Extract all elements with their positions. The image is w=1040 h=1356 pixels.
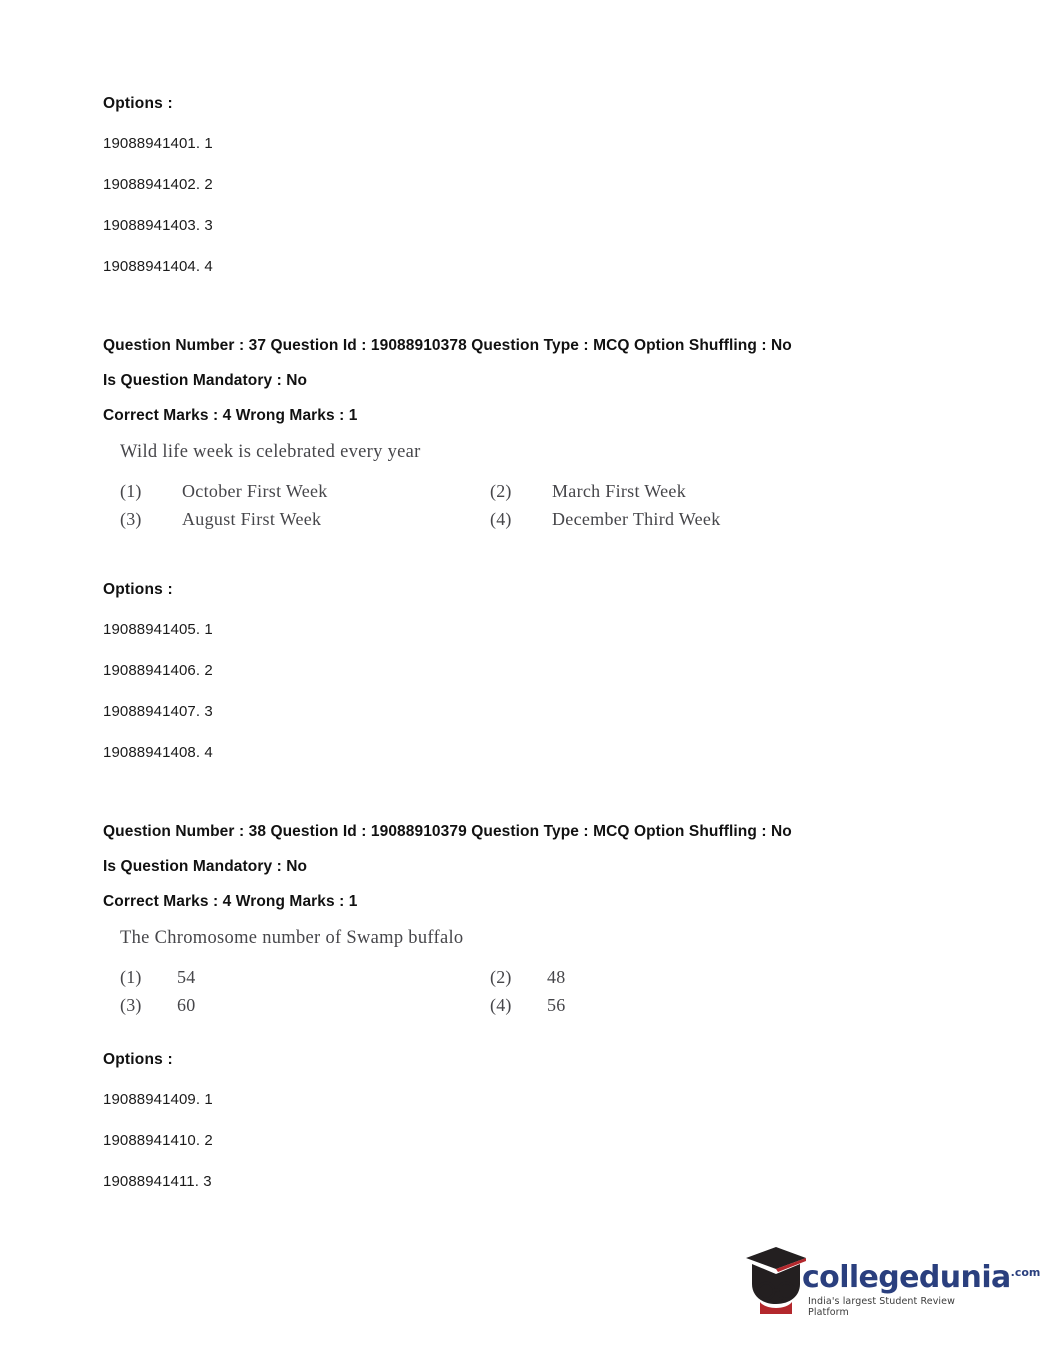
spacer xyxy=(103,1023,903,1051)
choice-number: (3) xyxy=(120,995,142,1015)
page-content xyxy=(103,95,903,1190)
choice-number: (4) xyxy=(490,509,512,529)
choice-option xyxy=(490,995,860,1016)
question-scan-37 xyxy=(120,442,903,530)
choice-text: August First Week xyxy=(182,509,322,529)
options-heading: Options : xyxy=(103,1051,173,1068)
question-mandatory-line: Is Question Mandatory : No xyxy=(103,858,308,875)
choice-number: (4) xyxy=(490,995,512,1015)
choice-number: (3) xyxy=(120,509,142,529)
option-id-line: 19088941406. 2 xyxy=(103,662,213,679)
choice-number: (2) xyxy=(490,481,512,501)
choice-text: 54 xyxy=(177,967,196,987)
option-id-line: 19088941409. 1 xyxy=(103,1091,213,1108)
spacer xyxy=(103,275,903,337)
choice-row xyxy=(120,509,860,530)
choice-option xyxy=(120,995,490,1016)
choice-text: March First Week xyxy=(552,481,686,501)
choice-text: October First Week xyxy=(182,481,328,501)
choice-option xyxy=(120,967,490,988)
option-id-line: 19088941407. 3 xyxy=(103,703,213,720)
question-meta-37 xyxy=(103,337,903,425)
choice-row xyxy=(120,481,860,502)
spacer xyxy=(103,761,903,823)
collegedunia-logo xyxy=(740,1242,1040,1322)
option-id-line: 19088941405. 1 xyxy=(103,621,213,638)
choice-text: December Third Week xyxy=(552,509,721,529)
question-mandatory-line: Is Question Mandatory : No xyxy=(103,372,308,389)
options-heading: Options : xyxy=(103,581,173,598)
question-choices xyxy=(120,967,860,1016)
option-id-line: 19088941411. 3 xyxy=(103,1173,212,1190)
question-choices xyxy=(120,481,860,530)
choice-option xyxy=(490,509,860,530)
spacer xyxy=(103,537,903,581)
logo-tagline: India's largest Student Review Platform xyxy=(808,1296,955,1318)
choice-option xyxy=(120,481,490,502)
question-meta-38 xyxy=(103,823,903,911)
choice-number: (2) xyxy=(490,967,512,987)
question-marks-line: Correct Marks : 4 Wrong Marks : 1 xyxy=(103,893,358,910)
options-block-top xyxy=(103,95,903,275)
option-id-line: 19088941404. 4 xyxy=(103,258,213,275)
question-scan-38 xyxy=(120,928,903,1016)
choice-option xyxy=(490,481,860,502)
options-block-38 xyxy=(103,1051,903,1190)
option-id-line: 19088941402. 2 xyxy=(103,176,213,193)
logo-name: collegedunia xyxy=(802,1260,1011,1295)
question-meta-line: Question Number : 37 Question Id : 19088910378 Question Type : MCQ Option Shuffling : No xyxy=(103,337,792,354)
choice-option xyxy=(120,509,490,530)
choice-row xyxy=(120,995,860,1016)
question-block-37 xyxy=(103,337,903,761)
question-stem: The Chromosome number of Swamp buffalo xyxy=(120,928,464,948)
question-meta-line: Question Number : 38 Question Id : 19088910379 Question Type : MCQ Option Shuffling : No xyxy=(103,823,792,840)
choice-number: (1) xyxy=(120,967,142,987)
question-stem: Wild life week is celebrated every year xyxy=(120,442,421,462)
option-id-line: 19088941408. 4 xyxy=(103,744,213,761)
choice-text: 60 xyxy=(177,995,196,1015)
logo-wordmark xyxy=(802,1260,1040,1295)
choice-option xyxy=(490,967,860,988)
choice-text: 56 xyxy=(547,995,566,1015)
choice-text: 48 xyxy=(547,967,566,987)
option-id-line: 19088941403. 3 xyxy=(103,217,213,234)
options-block-37 xyxy=(103,581,903,761)
option-id-line: 19088941410. 2 xyxy=(103,1132,213,1149)
question-block-38 xyxy=(103,823,903,1190)
options-heading: Options : xyxy=(103,95,173,112)
logo-domain-suffix: .com xyxy=(1010,1266,1040,1279)
option-id-line: 19088941401. 1 xyxy=(103,135,213,152)
question-marks-line: Correct Marks : 4 Wrong Marks : 1 xyxy=(103,407,358,424)
choice-number: (1) xyxy=(120,481,142,501)
choice-row xyxy=(120,967,860,988)
